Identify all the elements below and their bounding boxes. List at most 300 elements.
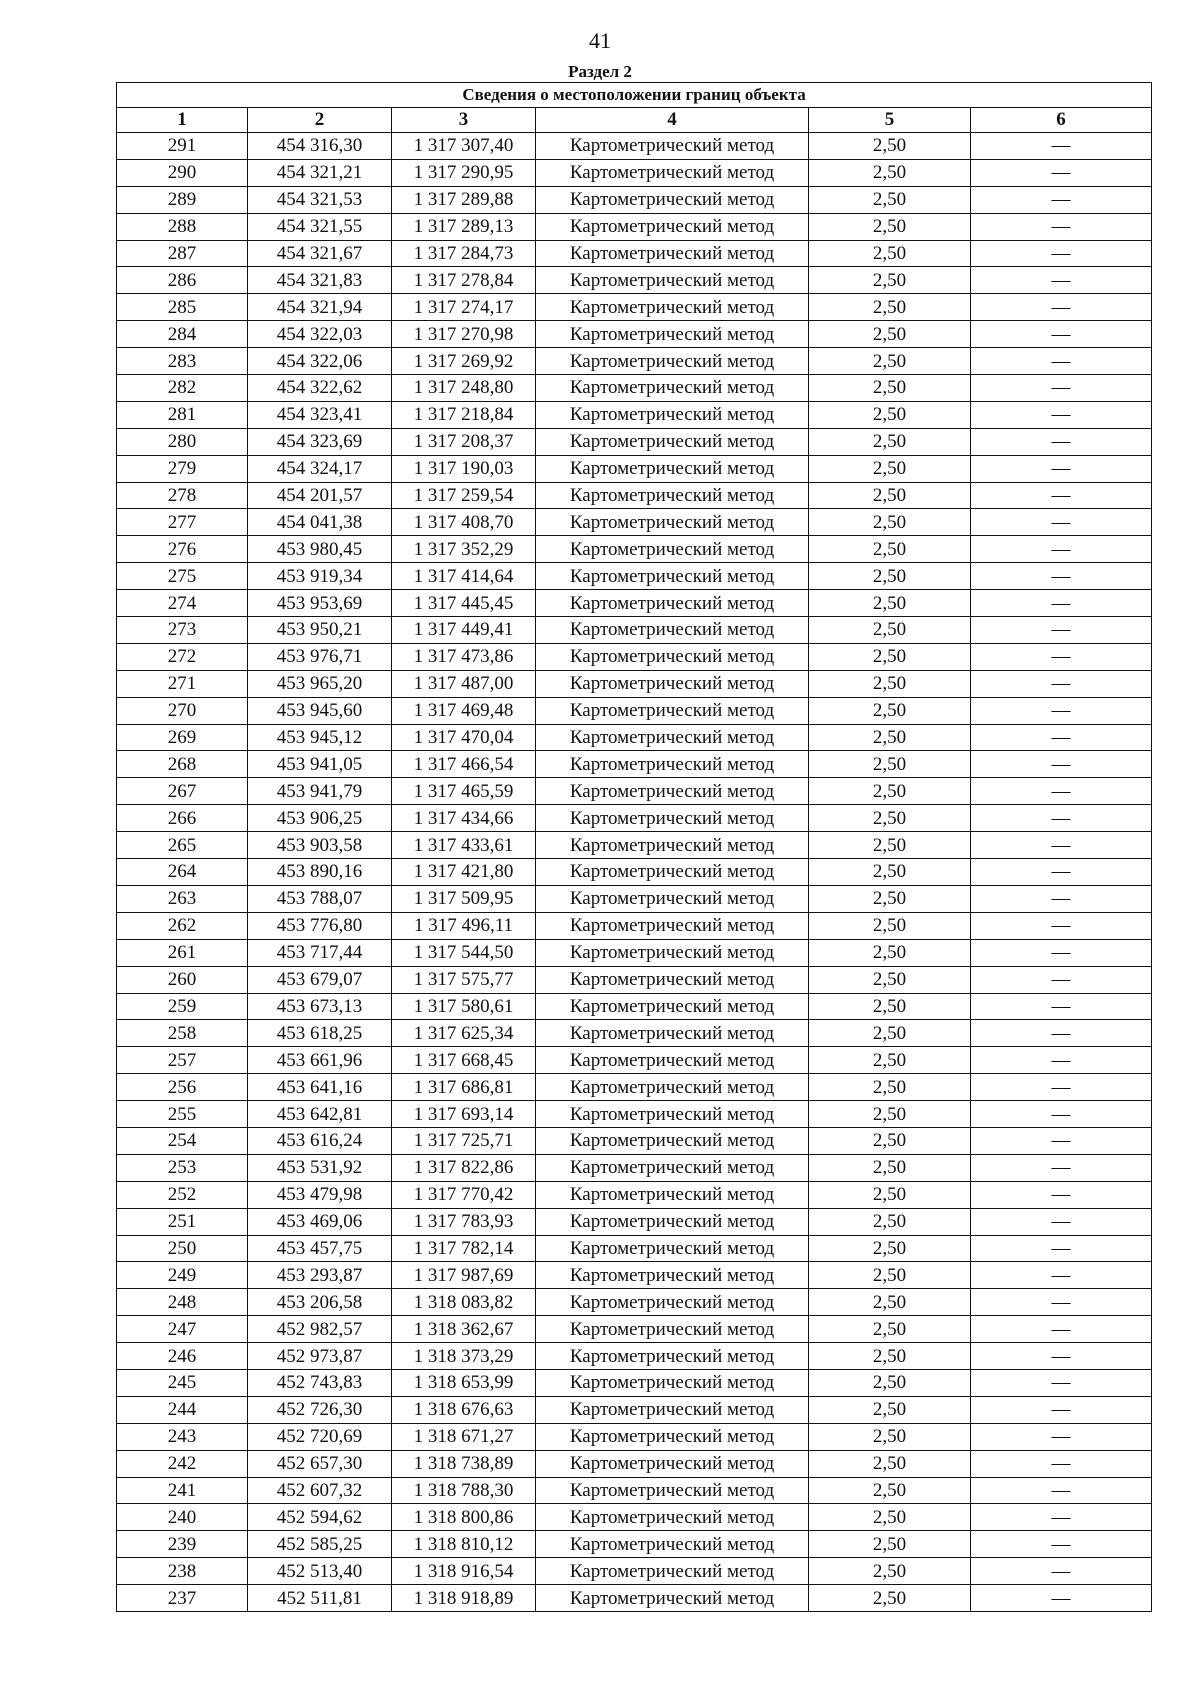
cell-x-coordinate: 453 890,16 (248, 859, 392, 886)
cell-x-coordinate: 453 642,81 (248, 1101, 392, 1128)
cell-point-number: 288 (117, 213, 248, 240)
table-row (117, 1020, 1152, 1047)
cell-x-coordinate: 452 743,83 (248, 1369, 392, 1396)
cell-point-number: 248 (117, 1289, 248, 1316)
section-title: Раздел 2 (568, 62, 632, 81)
cell-description: — (971, 1074, 1152, 1101)
table-row (117, 1262, 1152, 1289)
cell-method: Картометрический метод (536, 428, 809, 455)
cell-point-number: 278 (117, 482, 248, 509)
cell-method: Картометрический метод (536, 1235, 809, 1262)
cell-description: — (971, 1101, 1152, 1128)
table-row (117, 939, 1152, 966)
table-row (117, 1154, 1152, 1181)
cell-description: — (971, 1154, 1152, 1181)
cell-y-coordinate: 1 317 693,14 (392, 1101, 536, 1128)
cell-accuracy: 2,50 (809, 240, 971, 267)
cell-x-coordinate: 453 965,20 (248, 670, 392, 697)
table-row (117, 643, 1152, 670)
cell-y-coordinate: 1 318 653,99 (392, 1369, 536, 1396)
column-number-4: 4 (536, 108, 809, 133)
cell-accuracy: 2,50 (809, 697, 971, 724)
cell-y-coordinate: 1 317 290,95 (392, 159, 536, 186)
table-row (117, 294, 1152, 321)
cell-accuracy: 2,50 (809, 321, 971, 348)
cell-description: — (971, 1208, 1152, 1235)
cell-point-number: 249 (117, 1262, 248, 1289)
cell-y-coordinate: 1 317 274,17 (392, 294, 536, 321)
cell-description: — (971, 697, 1152, 724)
cell-method: Картометрический метод (536, 912, 809, 939)
cell-accuracy: 2,50 (809, 1208, 971, 1235)
cell-y-coordinate: 1 317 218,84 (392, 401, 536, 428)
table-row (117, 213, 1152, 240)
cell-accuracy: 2,50 (809, 401, 971, 428)
column-number-row (117, 108, 1152, 133)
cell-method: Картометрический метод (536, 670, 809, 697)
cell-method: Картометрический метод (536, 697, 809, 724)
cell-method: Картометрический метод (536, 509, 809, 536)
cell-y-coordinate: 1 318 738,89 (392, 1450, 536, 1477)
cell-x-coordinate: 453 980,45 (248, 536, 392, 563)
cell-y-coordinate: 1 318 676,63 (392, 1396, 536, 1423)
cell-method: Картометрический метод (536, 482, 809, 509)
cell-point-number: 274 (117, 590, 248, 617)
table-row (117, 1477, 1152, 1504)
table-row (117, 1369, 1152, 1396)
cell-x-coordinate: 454 321,55 (248, 213, 392, 240)
cell-point-number: 276 (117, 536, 248, 563)
cell-description: — (971, 536, 1152, 563)
cell-point-number: 275 (117, 563, 248, 590)
cell-y-coordinate: 1 317 686,81 (392, 1074, 536, 1101)
cell-y-coordinate: 1 317 470,04 (392, 724, 536, 751)
cell-accuracy: 2,50 (809, 1289, 971, 1316)
table-row (117, 1127, 1152, 1154)
table-row (117, 428, 1152, 455)
cell-description: — (971, 455, 1152, 482)
boundary-coordinates-table (116, 82, 1152, 1612)
table-row (117, 1504, 1152, 1531)
cell-description: — (971, 348, 1152, 375)
cell-method: Картометрический метод (536, 563, 809, 590)
cell-accuracy: 2,50 (809, 1504, 971, 1531)
cell-method: Картометрический метод (536, 751, 809, 778)
cell-method: Картометрический метод (536, 348, 809, 375)
cell-description: — (971, 859, 1152, 886)
table-row (117, 1235, 1152, 1262)
cell-x-coordinate: 453 950,21 (248, 617, 392, 644)
cell-method: Картометрический метод (536, 1396, 809, 1423)
cell-y-coordinate: 1 318 362,67 (392, 1316, 536, 1343)
table-row (117, 885, 1152, 912)
cell-accuracy: 2,50 (809, 751, 971, 778)
cell-description: — (971, 482, 1152, 509)
cell-description: — (971, 1585, 1152, 1612)
cell-point-number: 239 (117, 1531, 248, 1558)
cell-accuracy: 2,50 (809, 1074, 971, 1101)
cell-x-coordinate: 452 513,40 (248, 1558, 392, 1585)
cell-x-coordinate: 453 457,75 (248, 1235, 392, 1262)
cell-description: — (971, 428, 1152, 455)
column-number-2: 2 (248, 108, 392, 133)
cell-accuracy: 2,50 (809, 832, 971, 859)
cell-point-number: 290 (117, 159, 248, 186)
cell-accuracy: 2,50 (809, 159, 971, 186)
cell-accuracy: 2,50 (809, 1343, 971, 1370)
table-row (117, 1343, 1152, 1370)
cell-method: Картометрический метод (536, 186, 809, 213)
cell-point-number: 242 (117, 1450, 248, 1477)
cell-point-number: 270 (117, 697, 248, 724)
cell-accuracy: 2,50 (809, 133, 971, 160)
cell-y-coordinate: 1 317 421,80 (392, 859, 536, 886)
table-row (117, 267, 1152, 294)
cell-description: — (971, 1423, 1152, 1450)
cell-point-number: 291 (117, 133, 248, 160)
cell-method: Картометрический метод (536, 1181, 809, 1208)
table-row (117, 778, 1152, 805)
cell-x-coordinate: 453 776,80 (248, 912, 392, 939)
cell-x-coordinate: 454 322,03 (248, 321, 392, 348)
cell-description: — (971, 213, 1152, 240)
table-row (117, 482, 1152, 509)
cell-method: Картометрический метод (536, 885, 809, 912)
cell-method: Картометрический метод (536, 375, 809, 402)
cell-point-number: 251 (117, 1208, 248, 1235)
cell-point-number: 279 (117, 455, 248, 482)
cell-accuracy: 2,50 (809, 1531, 971, 1558)
cell-accuracy: 2,50 (809, 267, 971, 294)
cell-point-number: 266 (117, 805, 248, 832)
cell-method: Картометрический метод (536, 213, 809, 240)
cell-accuracy: 2,50 (809, 1450, 971, 1477)
cell-accuracy: 2,50 (809, 643, 971, 670)
cell-point-number: 245 (117, 1369, 248, 1396)
table-row (117, 590, 1152, 617)
cell-description: — (971, 1450, 1152, 1477)
cell-point-number: 273 (117, 617, 248, 644)
cell-method: Картометрический метод (536, 1423, 809, 1450)
cell-point-number: 241 (117, 1477, 248, 1504)
cell-accuracy: 2,50 (809, 428, 971, 455)
table-row (117, 859, 1152, 886)
table-row (117, 1208, 1152, 1235)
cell-y-coordinate: 1 317 770,42 (392, 1181, 536, 1208)
cell-x-coordinate: 454 321,83 (248, 267, 392, 294)
cell-method: Картометрический метод (536, 1289, 809, 1316)
cell-x-coordinate: 453 945,60 (248, 697, 392, 724)
cell-accuracy: 2,50 (809, 939, 971, 966)
cell-point-number: 256 (117, 1074, 248, 1101)
cell-accuracy: 2,50 (809, 617, 971, 644)
column-number-6: 6 (971, 108, 1152, 133)
cell-accuracy: 2,50 (809, 966, 971, 993)
cell-y-coordinate: 1 317 449,41 (392, 617, 536, 644)
cell-x-coordinate: 453 976,71 (248, 643, 392, 670)
cell-description: — (971, 294, 1152, 321)
table-row (117, 1531, 1152, 1558)
cell-method: Картометрический метод (536, 294, 809, 321)
cell-description: — (971, 267, 1152, 294)
cell-point-number: 282 (117, 375, 248, 402)
table-row (117, 509, 1152, 536)
cell-y-coordinate: 1 317 725,71 (392, 1127, 536, 1154)
cell-y-coordinate: 1 317 414,64 (392, 563, 536, 590)
cell-accuracy: 2,50 (809, 1020, 971, 1047)
cell-x-coordinate: 454 322,06 (248, 348, 392, 375)
cell-x-coordinate: 453 941,05 (248, 751, 392, 778)
cell-description: — (971, 375, 1152, 402)
cell-point-number: 268 (117, 751, 248, 778)
cell-x-coordinate: 453 953,69 (248, 590, 392, 617)
cell-y-coordinate: 1 317 487,00 (392, 670, 536, 697)
cell-method: Картометрический метод (536, 993, 809, 1020)
cell-point-number: 262 (117, 912, 248, 939)
table-row (117, 1047, 1152, 1074)
cell-description: — (971, 993, 1152, 1020)
cell-y-coordinate: 1 317 270,98 (392, 321, 536, 348)
cell-y-coordinate: 1 317 544,50 (392, 939, 536, 966)
cell-method: Картометрический метод (536, 1316, 809, 1343)
cell-point-number: 254 (117, 1127, 248, 1154)
table-row (117, 240, 1152, 267)
cell-accuracy: 2,50 (809, 885, 971, 912)
column-number-3: 3 (392, 108, 536, 133)
cell-y-coordinate: 1 317 352,29 (392, 536, 536, 563)
table-row (117, 186, 1152, 213)
cell-point-number: 285 (117, 294, 248, 321)
cell-method: Картометрический метод (536, 1558, 809, 1585)
cell-point-number: 240 (117, 1504, 248, 1531)
cell-y-coordinate: 1 317 625,34 (392, 1020, 536, 1047)
table-row (117, 724, 1152, 751)
cell-accuracy: 2,50 (809, 993, 971, 1020)
cell-method: Картометрический метод (536, 966, 809, 993)
cell-accuracy: 2,50 (809, 1477, 971, 1504)
cell-y-coordinate: 1 317 782,14 (392, 1235, 536, 1262)
cell-x-coordinate: 453 906,25 (248, 805, 392, 832)
cell-point-number: 287 (117, 240, 248, 267)
cell-x-coordinate: 453 479,98 (248, 1181, 392, 1208)
cell-y-coordinate: 1 318 916,54 (392, 1558, 536, 1585)
table-row (117, 348, 1152, 375)
cell-x-coordinate: 454 321,94 (248, 294, 392, 321)
table-row (117, 1289, 1152, 1316)
table-row (117, 321, 1152, 348)
cell-description: — (971, 1369, 1152, 1396)
cell-accuracy: 2,50 (809, 1558, 971, 1585)
cell-method: Картометрический метод (536, 1154, 809, 1181)
cell-description: — (971, 1531, 1152, 1558)
table-row (117, 1585, 1152, 1612)
cell-x-coordinate: 453 788,07 (248, 885, 392, 912)
cell-method: Картометрический метод (536, 240, 809, 267)
cell-method: Картометрический метод (536, 159, 809, 186)
cell-point-number: 265 (117, 832, 248, 859)
cell-x-coordinate: 454 041,38 (248, 509, 392, 536)
cell-x-coordinate: 453 618,25 (248, 1020, 392, 1047)
cell-x-coordinate: 452 720,69 (248, 1423, 392, 1450)
cell-method: Картометрический метод (536, 1477, 809, 1504)
cell-description: — (971, 939, 1152, 966)
table-row (117, 563, 1152, 590)
cell-description: — (971, 643, 1152, 670)
cell-y-coordinate: 1 317 466,54 (392, 751, 536, 778)
cell-point-number: 258 (117, 1020, 248, 1047)
cell-accuracy: 2,50 (809, 778, 971, 805)
cell-description: — (971, 1289, 1152, 1316)
table-row (117, 1316, 1152, 1343)
cell-description: — (971, 751, 1152, 778)
cell-accuracy: 2,50 (809, 563, 971, 590)
cell-point-number: 253 (117, 1154, 248, 1181)
table-row (117, 670, 1152, 697)
cell-method: Картометрический метод (536, 401, 809, 428)
table-caption: Сведения о местоположении границ объекта (117, 83, 1152, 108)
cell-method: Картометрический метод (536, 778, 809, 805)
cell-accuracy: 2,50 (809, 1369, 971, 1396)
cell-method: Картометрический метод (536, 590, 809, 617)
cell-point-number: 243 (117, 1423, 248, 1450)
cell-point-number: 289 (117, 186, 248, 213)
cell-y-coordinate: 1 318 810,12 (392, 1531, 536, 1558)
cell-y-coordinate: 1 318 800,86 (392, 1504, 536, 1531)
cell-method: Картометрический метод (536, 455, 809, 482)
cell-y-coordinate: 1 317 248,80 (392, 375, 536, 402)
cell-accuracy: 2,50 (809, 482, 971, 509)
table-row (117, 832, 1152, 859)
cell-y-coordinate: 1 317 668,45 (392, 1047, 536, 1074)
cell-y-coordinate: 1 317 278,84 (392, 267, 536, 294)
table-body (117, 133, 1152, 1612)
cell-x-coordinate: 453 903,58 (248, 832, 392, 859)
cell-method: Картометрический метод (536, 1504, 809, 1531)
cell-x-coordinate: 452 973,87 (248, 1343, 392, 1370)
cell-accuracy: 2,50 (809, 1316, 971, 1343)
cell-method: Картометрический метод (536, 832, 809, 859)
cell-y-coordinate: 1 318 083,82 (392, 1289, 536, 1316)
cell-description: — (971, 805, 1152, 832)
cell-method: Картометрический метод (536, 1208, 809, 1235)
column-number-1: 1 (117, 108, 248, 133)
cell-point-number: 260 (117, 966, 248, 993)
cell-method: Картометрический метод (536, 133, 809, 160)
cell-x-coordinate: 454 321,67 (248, 240, 392, 267)
cell-point-number: 261 (117, 939, 248, 966)
cell-y-coordinate: 1 317 445,45 (392, 590, 536, 617)
table-row (117, 697, 1152, 724)
cell-y-coordinate: 1 317 289,13 (392, 213, 536, 240)
cell-y-coordinate: 1 318 918,89 (392, 1585, 536, 1612)
table-row (117, 805, 1152, 832)
cell-y-coordinate: 1 317 208,37 (392, 428, 536, 455)
cell-point-number: 246 (117, 1343, 248, 1370)
cell-method: Картометрический метод (536, 267, 809, 294)
cell-description: — (971, 1316, 1152, 1343)
cell-description: — (971, 670, 1152, 697)
cell-x-coordinate: 454 316,30 (248, 133, 392, 160)
cell-description: — (971, 509, 1152, 536)
cell-accuracy: 2,50 (809, 1127, 971, 1154)
table-row (117, 536, 1152, 563)
cell-x-coordinate: 453 919,34 (248, 563, 392, 590)
cell-accuracy: 2,50 (809, 1396, 971, 1423)
cell-x-coordinate: 453 661,96 (248, 1047, 392, 1074)
cell-y-coordinate: 1 317 465,59 (392, 778, 536, 805)
cell-method: Картометрический метод (536, 1531, 809, 1558)
cell-method: Картометрический метод (536, 859, 809, 886)
cell-point-number: 264 (117, 859, 248, 886)
cell-accuracy: 2,50 (809, 348, 971, 375)
cell-description: — (971, 1504, 1152, 1531)
cell-y-coordinate: 1 317 509,95 (392, 885, 536, 912)
cell-accuracy: 2,50 (809, 1262, 971, 1289)
cell-description: — (971, 240, 1152, 267)
table-row (117, 159, 1152, 186)
cell-method: Картометрический метод (536, 724, 809, 751)
table-row (117, 375, 1152, 402)
cell-x-coordinate: 453 945,12 (248, 724, 392, 751)
cell-method: Картометрический метод (536, 536, 809, 563)
cell-point-number: 286 (117, 267, 248, 294)
cell-x-coordinate: 453 293,87 (248, 1262, 392, 1289)
cell-x-coordinate: 453 679,07 (248, 966, 392, 993)
cell-x-coordinate: 452 594,62 (248, 1504, 392, 1531)
cell-y-coordinate: 1 317 408,70 (392, 509, 536, 536)
table-row (117, 1558, 1152, 1585)
cell-y-coordinate: 1 317 307,40 (392, 133, 536, 160)
cell-x-coordinate: 454 321,53 (248, 186, 392, 213)
cell-y-coordinate: 1 317 822,86 (392, 1154, 536, 1181)
cell-method: Картометрический метод (536, 1262, 809, 1289)
cell-point-number: 272 (117, 643, 248, 670)
cell-accuracy: 2,50 (809, 186, 971, 213)
cell-accuracy: 2,50 (809, 670, 971, 697)
cell-description: — (971, 724, 1152, 751)
table-row (117, 1101, 1152, 1128)
table-row (117, 401, 1152, 428)
cell-description: — (971, 1235, 1152, 1262)
cell-description: — (971, 563, 1152, 590)
cell-accuracy: 2,50 (809, 1235, 971, 1262)
cell-y-coordinate: 1 317 190,03 (392, 455, 536, 482)
cell-accuracy: 2,50 (809, 805, 971, 832)
table-row (117, 1450, 1152, 1477)
cell-description: — (971, 159, 1152, 186)
cell-point-number: 263 (117, 885, 248, 912)
cell-method: Картометрический метод (536, 1369, 809, 1396)
table-row (117, 133, 1152, 160)
table-row (117, 1074, 1152, 1101)
cell-y-coordinate: 1 317 987,69 (392, 1262, 536, 1289)
table-row (117, 1423, 1152, 1450)
cell-point-number: 271 (117, 670, 248, 697)
cell-description: — (971, 778, 1152, 805)
cell-x-coordinate: 452 982,57 (248, 1316, 392, 1343)
cell-x-coordinate: 453 206,58 (248, 1289, 392, 1316)
cell-point-number: 280 (117, 428, 248, 455)
cell-x-coordinate: 452 511,81 (248, 1585, 392, 1612)
cell-point-number: 259 (117, 993, 248, 1020)
cell-y-coordinate: 1 317 580,61 (392, 993, 536, 1020)
cell-point-number: 267 (117, 778, 248, 805)
cell-method: Картометрический метод (536, 643, 809, 670)
cell-method: Картометрический метод (536, 1343, 809, 1370)
cell-y-coordinate: 1 317 289,88 (392, 186, 536, 213)
cell-y-coordinate: 1 317 783,93 (392, 1208, 536, 1235)
cell-x-coordinate: 454 323,41 (248, 401, 392, 428)
